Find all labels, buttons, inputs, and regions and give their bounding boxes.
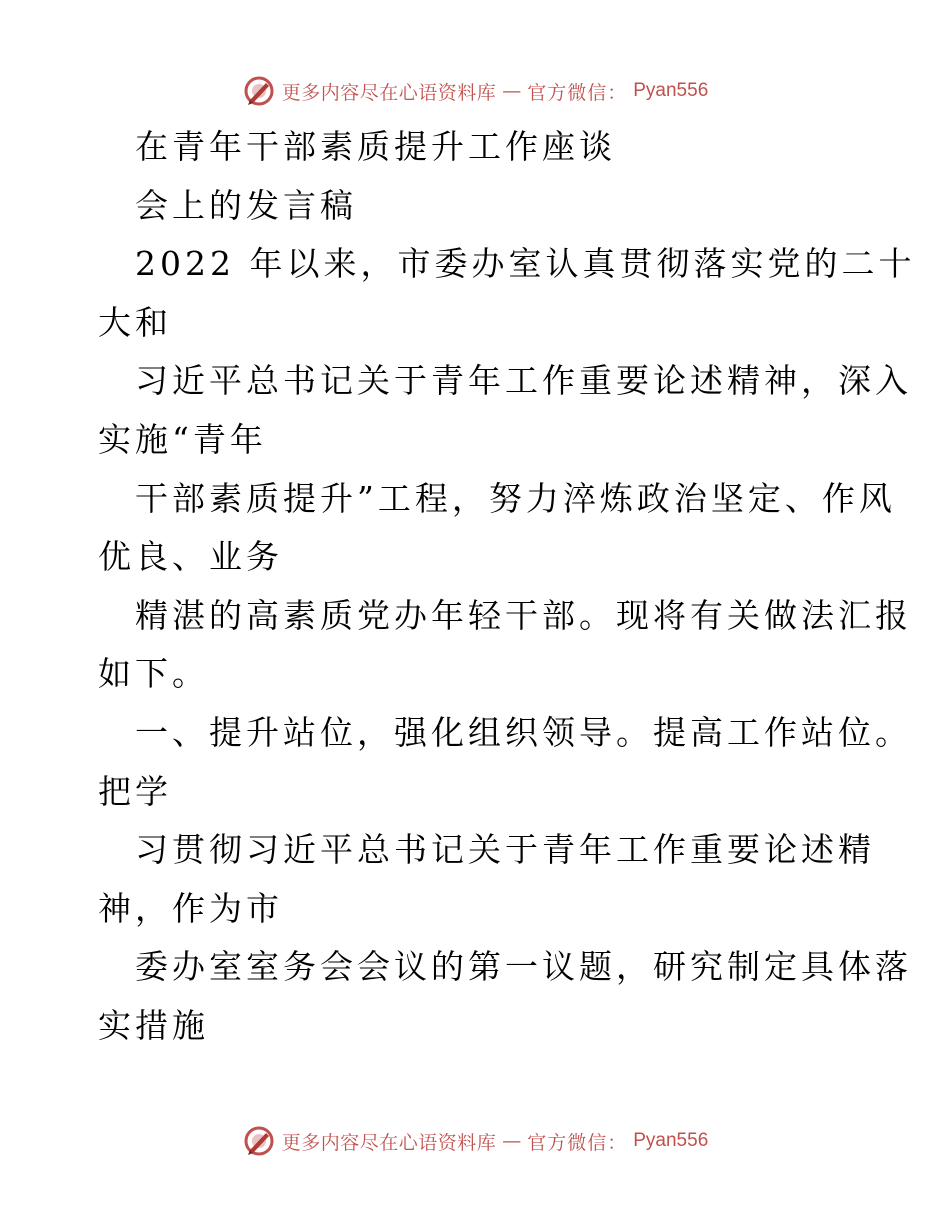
paragraph-line: 大和 (98, 302, 172, 342)
banner-wechat-id: Pyan556 (633, 80, 709, 101)
paragraph-line: 2022 年以来，市委办室认真贯彻落实党的二十 (135, 244, 916, 284)
document-body (98, 118, 916, 1056)
paragraph-line: 委办室室务会会议的第一议题，研究制定具体落 (135, 947, 912, 987)
header-watermark-banner (0, 74, 950, 108)
banner-separator: — (502, 1130, 522, 1152)
paragraph-line: 精湛的高素质党办年轻干部。现将有关做法汇报 (135, 595, 912, 635)
footer-watermark-banner (0, 1124, 950, 1158)
paragraph-line: 实措施 (98, 1005, 209, 1045)
title-line: 在青年干部素质提升工作座谈 (135, 127, 616, 166)
banner-text: 更多内容尽在心语资料库 (281, 1131, 497, 1154)
paragraph-line: 优良、业务 (98, 537, 283, 577)
paragraph-line: 实施“青年 (98, 419, 267, 459)
banner-wechat-label: 官方微信： (527, 1131, 628, 1154)
paragraph-line: 把学 (98, 771, 172, 811)
paragraph-line: 习贯彻习近平总书记关于青年工作重要论述精 (135, 830, 875, 870)
pen-logo-icon (242, 1124, 276, 1158)
banner-separator: — (502, 80, 522, 102)
paragraph-line: 习近平总书记关于青年工作重要论述精神，深入 (135, 361, 912, 401)
banner-text: 更多内容尽在心语资料库 (281, 81, 497, 104)
banner-wechat-id: Pyan556 (633, 1130, 709, 1151)
title-line: 会上的发言稿 (135, 185, 357, 225)
paragraph-line: 如下。 (98, 654, 209, 694)
section-heading-line: 一、提升站位，强化组织领导。提高工作站位。 (135, 712, 912, 752)
paragraph-line: 神，作为市 (98, 888, 283, 928)
pen-logo-icon (242, 74, 276, 108)
banner-wechat-label: 官方微信： (527, 81, 628, 104)
paragraph-line: 干部素质提升”工程，努力淬炼政治坚定、作风 (135, 478, 896, 518)
